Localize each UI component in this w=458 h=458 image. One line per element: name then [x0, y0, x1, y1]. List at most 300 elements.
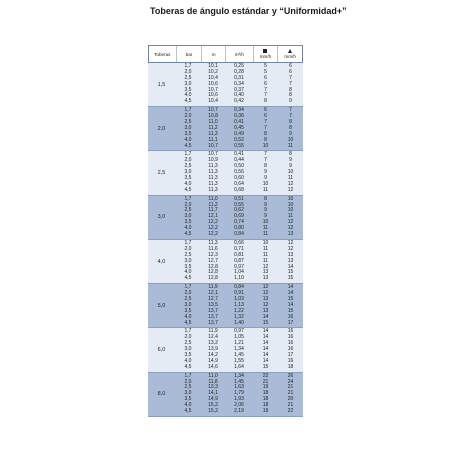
triangle-rate-cell: 11 [287, 213, 294, 220]
triangle-rate-cell: 22 [287, 407, 294, 414]
bar-cell: 4,5 [184, 142, 192, 149]
square-rate-cell: 6 [264, 107, 267, 114]
bar-cell: 3,5 [184, 351, 192, 358]
triangle-rate-cell: 14 [287, 263, 294, 270]
square-rate-cell: 9 [264, 201, 267, 208]
m-cell: 10,7 [208, 142, 218, 149]
table-header [148, 45, 303, 63]
m-cell: 10,9 [208, 157, 218, 164]
flow-cell: 0,62 [234, 207, 244, 214]
m-cell: 10,6 [208, 92, 218, 99]
m-cell: 12,8 [208, 269, 218, 276]
nozzle-group [148, 196, 303, 240]
bar-cell: 3,0 [184, 346, 192, 353]
m-cell: 11,0 [208, 195, 218, 202]
bar-cell: 3,0 [184, 169, 192, 176]
header-square-spacing [253, 46, 278, 62]
table-row [175, 188, 303, 194]
triangle-rate-cell: 8 [289, 92, 292, 99]
triangle-rate-cell: 9 [289, 157, 292, 164]
flow-cell: 0,97 [234, 328, 244, 335]
bar-cell: 2,5 [184, 251, 192, 258]
flow-cell: 0,84 [234, 231, 244, 238]
m-cell: 11,2 [208, 201, 218, 208]
triangle-rate-cell: 10 [287, 195, 294, 202]
m-cell: 13,5 [208, 301, 218, 308]
m-cell: 12,7 [208, 257, 218, 264]
triangle-rate-cell: 26 [287, 372, 294, 379]
m-cell: 11,2 [208, 124, 218, 131]
square-rate-cell: 11 [262, 251, 269, 258]
bar-cell: 3,0 [184, 124, 192, 131]
flow-cell: 1,34 [234, 372, 244, 379]
m-cell: 11,3 [208, 130, 218, 137]
flow-cell: 2,06 [234, 402, 244, 409]
m-cell: 10,1 [208, 63, 218, 69]
m-cell: 12,2 [208, 231, 218, 238]
bar-cell: 1,7 [184, 284, 192, 291]
bar-cell: 2,5 [184, 295, 192, 302]
square-rate-cell: 8 [264, 136, 267, 143]
triangle-rate-cell: 15 [287, 307, 294, 314]
bar-cell: 4,0 [184, 269, 192, 276]
m-cell: 11,3 [208, 186, 218, 193]
triangle-rate-cell: 15 [287, 295, 294, 302]
bar-cell: 4,0 [184, 313, 192, 320]
square-rate-cell: 5 [264, 68, 267, 75]
m-cell: 11,3 [208, 180, 218, 187]
m-cell: 11,3 [208, 163, 218, 170]
flow-cell: 0,66 [234, 239, 244, 246]
bar-cell: 4,5 [184, 319, 192, 326]
triangle-rate-cell: 12 [287, 180, 294, 187]
table-row [175, 144, 303, 150]
bar-cell: 3,5 [184, 175, 192, 182]
flow-cell: 1,32 [234, 313, 244, 320]
table-row [175, 99, 303, 105]
triangle-rate-cell: 14 [287, 284, 294, 291]
square-rate-cell: 10 [262, 219, 269, 226]
m-cell: 13,3 [208, 384, 218, 391]
flow-cell: 0,45 [234, 124, 244, 131]
flow-cell: 0,52 [234, 136, 244, 143]
nozzle-size-label: 1,5 [157, 81, 166, 88]
flow-cell: 0,80 [234, 225, 244, 232]
bar-cell: 3,5 [184, 219, 192, 226]
nozzle-group [148, 151, 303, 195]
triangle-rate-cell: 16 [287, 357, 294, 364]
m-cell: 10,2 [208, 68, 218, 75]
square-rate-cell: 8 [264, 98, 267, 105]
flow-cell: 0,41 [234, 119, 244, 126]
m-cell: 14,6 [208, 363, 218, 370]
m-cell: 10,4 [208, 98, 218, 105]
flow-cell: 0,28 [234, 68, 244, 75]
flow-cell: 0,34 [234, 107, 244, 114]
triangle-rate-cell: 16 [287, 340, 294, 347]
square-rate-cell: 14 [262, 351, 269, 358]
flow-cell: 1,45 [234, 378, 244, 385]
m-cell: 15,2 [208, 407, 218, 414]
square-rate-cell: 12 [262, 290, 269, 297]
bar-cell: 2,5 [184, 74, 192, 81]
triangle-rate-cell: 21 [287, 402, 294, 409]
m-cell: 13,9 [208, 346, 218, 353]
header-toberas [149, 46, 176, 62]
square-rate-cell: 6 [264, 113, 267, 120]
triangle-rate-cell: 16 [287, 334, 294, 341]
m-cell: 12,2 [208, 225, 218, 232]
flow-cell: 0,41 [234, 151, 244, 158]
square-rate-cell: 10 [262, 239, 269, 246]
square-rate-cell: 7 [264, 119, 267, 126]
square-rate-cell: 7 [264, 124, 267, 131]
header-square-unit: mm/h [259, 54, 272, 59]
bar-cell: 3,0 [184, 257, 192, 264]
m-cell: 12,8 [208, 275, 218, 282]
square-rate-cell: 7 [264, 157, 267, 164]
triangle-rate-cell: 15 [287, 269, 294, 276]
bar-cell: 1,7 [184, 63, 192, 69]
triangle-rate-cell: 11 [287, 142, 294, 149]
nozzle-size-label: 3,0 [157, 214, 166, 221]
square-rate-cell: 9 [264, 213, 267, 220]
bar-cell: 2,0 [184, 68, 192, 75]
bar-cell: 1,7 [184, 239, 192, 246]
header-m-label: m [211, 51, 216, 57]
m-cell: 11,0 [208, 119, 218, 126]
triangle-rate-cell: 12 [287, 245, 294, 252]
square-rate-cell: 13 [262, 295, 269, 302]
nozzle-group [148, 63, 303, 107]
bar-cell: 3,0 [184, 80, 192, 87]
square-rate-cell: 14 [262, 328, 269, 335]
m-cell: 10,7 [208, 107, 218, 114]
bar-cell: 2,0 [184, 113, 192, 120]
square-rate-cell: 19 [262, 407, 269, 414]
m-cell: 11,0 [208, 372, 218, 379]
square-rate-cell: 12 [262, 263, 269, 270]
table-row [175, 232, 303, 238]
triangle-rate-cell: 13 [287, 251, 294, 258]
m-cell: 11,1 [208, 136, 218, 143]
m-cell: 10,8 [208, 113, 218, 120]
flow-cell: 0,34 [234, 80, 244, 87]
header-toberas-label: Toberas [154, 51, 171, 57]
square-rate-cell: 14 [262, 334, 269, 341]
bar-cell: 4,0 [184, 225, 192, 232]
bar-cell: 2,0 [184, 201, 192, 208]
bar-cell: 2,0 [184, 334, 192, 341]
bar-cell: 2,0 [184, 290, 192, 297]
triangle-rate-cell: 16 [287, 346, 294, 353]
square-rate-cell: 6 [264, 80, 267, 87]
nozzle-group [148, 240, 303, 284]
flow-cell: 1,34 [234, 346, 244, 353]
flow-cell: 0,49 [234, 130, 244, 137]
bar-cell: 3,5 [184, 263, 192, 270]
square-rate-cell: 18 [262, 396, 269, 403]
square-rate-cell: 7 [264, 86, 267, 93]
square-rate-cell: 14 [262, 340, 269, 347]
nozzle-size-label: 4,0 [157, 258, 166, 265]
square-icon [263, 49, 267, 53]
square-rate-cell: 21 [262, 378, 269, 385]
flow-cell: 0,44 [234, 157, 244, 164]
triangle-rate-cell: 7 [289, 107, 292, 114]
triangle-rate-cell: 21 [287, 390, 294, 397]
nozzle-table [148, 45, 303, 417]
square-rate-cell: 12 [262, 301, 269, 308]
triangle-rate-cell: 14 [287, 301, 294, 308]
table-row [175, 409, 303, 415]
triangle-rate-cell: 16 [287, 313, 294, 320]
flow-cell: 0,84 [234, 284, 244, 291]
square-rate-cell: 10 [262, 142, 269, 149]
bar-cell: 2,5 [184, 163, 192, 170]
nozzle-group [148, 284, 303, 328]
square-rate-cell: 8 [264, 130, 267, 137]
nozzle-size-label: 6,0 [157, 347, 166, 354]
table-row [175, 321, 303, 327]
m-cell: 13,7 [208, 313, 218, 320]
square-rate-cell: 11 [262, 225, 269, 232]
flow-cell: 0,42 [234, 98, 244, 105]
bar-cell: 2,5 [184, 384, 192, 391]
bar-cell: 3,5 [184, 396, 192, 403]
bar-cell: 4,0 [184, 136, 192, 143]
bar-cell: 3,5 [184, 130, 192, 137]
m-cell: 10,7 [208, 86, 218, 93]
flow-cell: 0,50 [234, 163, 244, 170]
bar-cell: 4,5 [184, 98, 192, 105]
nozzle-group [148, 328, 303, 372]
flow-cell: 1,93 [234, 396, 244, 403]
flow-cell: 1,55 [234, 357, 244, 364]
triangle-rate-cell: 10 [287, 169, 294, 176]
bar-cell: 3,0 [184, 301, 192, 308]
triangle-rate-cell: 17 [287, 319, 294, 326]
square-rate-cell: 9 [264, 169, 267, 176]
square-rate-cell: 10 [262, 180, 269, 187]
m-cell: 10,6 [208, 80, 218, 87]
square-rate-cell: 18 [262, 402, 269, 409]
flow-cell: 0,87 [234, 257, 244, 264]
header-flow [225, 46, 253, 62]
triangle-rate-cell: 14 [287, 290, 294, 297]
triangle-rate-cell: 7 [289, 80, 292, 87]
m-cell: 14,9 [208, 396, 218, 403]
nozzle-size-label: 5,0 [157, 302, 166, 309]
square-rate-cell: 13 [262, 307, 269, 314]
nozzle-size-label: 2,5 [157, 170, 166, 177]
m-cell: 11,9 [208, 328, 218, 335]
square-rate-cell: 14 [262, 357, 269, 364]
header-bar [176, 46, 202, 62]
header-triangle-unit: mm/h [284, 54, 296, 59]
m-cell: 10,7 [208, 151, 218, 158]
table-row [175, 276, 303, 282]
flow-cell: 0,40 [234, 92, 244, 99]
triangle-rate-cell: 20 [287, 396, 294, 403]
m-cell: 14,2 [208, 351, 218, 358]
triangle-rate-cell: 8 [289, 124, 292, 131]
bar-cell: 4,5 [184, 231, 192, 238]
bar-cell: 2,5 [184, 207, 192, 214]
triangle-rate-cell: 8 [289, 119, 292, 126]
m-cell: 10,4 [208, 74, 218, 81]
bar-cell: 4,0 [184, 402, 192, 409]
triangle-rate-cell: 12 [287, 239, 294, 246]
m-cell: 12,4 [208, 334, 218, 341]
header-flow-label: m³/h [234, 51, 244, 57]
flow-cell: 0,37 [234, 86, 244, 93]
m-cell: 11,3 [208, 239, 218, 246]
flow-cell: 1,04 [234, 269, 244, 276]
bar-cell: 4,5 [184, 363, 192, 370]
square-rate-cell: 11 [262, 186, 269, 193]
m-cell: 13,7 [208, 307, 218, 314]
flow-cell: 1,05 [234, 334, 244, 341]
bar-cell: 3,5 [184, 86, 192, 93]
nozzle-group [148, 107, 303, 151]
header-bar-label: bar [185, 51, 193, 57]
flow-cell: 1,79 [234, 390, 244, 397]
m-cell: 12,3 [208, 251, 218, 258]
triangle-rate-cell: 10 [287, 136, 294, 143]
triangle-rate-cell: 16 [287, 328, 294, 335]
m-cell: 11,3 [208, 175, 218, 182]
m-cell: 13,7 [208, 319, 218, 326]
page-title: Toberas de ángulo estándar y “Uniformidad+” [150, 6, 347, 16]
m-cell: 11,3 [208, 169, 218, 176]
bar-cell: 2,0 [184, 157, 192, 164]
square-rate-cell: 6 [264, 74, 267, 81]
bar-cell: 1,7 [184, 372, 192, 379]
square-rate-cell: 15 [262, 319, 269, 326]
triangle-rate-cell: 11 [287, 175, 294, 182]
flow-cell: 1,40 [234, 319, 244, 326]
bar-cell: 4,0 [184, 357, 192, 364]
bar-cell: 3,0 [184, 213, 192, 220]
flow-cell: 0,60 [234, 175, 244, 182]
m-cell: 12,1 [208, 213, 218, 220]
triangle-rate-cell: 10 [287, 201, 294, 208]
triangle-rate-cell: 18 [287, 363, 294, 370]
bar-cell: 2,5 [184, 119, 192, 126]
bar-cell: 4,5 [184, 407, 192, 414]
square-rate-cell: 13 [262, 269, 269, 276]
m-cell: 11,7 [208, 207, 218, 214]
bar-cell: 4,0 [184, 92, 192, 99]
square-rate-cell: 7 [264, 151, 267, 158]
bar-cell: 2,0 [184, 245, 192, 252]
m-cell: 13,2 [208, 340, 218, 347]
bar-cell: 2,5 [184, 340, 192, 347]
flow-cell: 0,51 [234, 195, 244, 202]
flow-cell: 0,74 [234, 219, 244, 226]
square-rate-cell: 18 [262, 390, 269, 397]
bar-cell: 1,7 [184, 151, 192, 158]
flow-cell: 1,63 [234, 384, 244, 391]
flow-cell: 1,03 [234, 295, 244, 302]
bar-cell: 4,5 [184, 275, 192, 282]
bar-cell: 4,5 [184, 186, 192, 193]
square-rate-cell: 11 [262, 231, 269, 238]
m-cell: 11,6 [208, 245, 218, 252]
bar-cell: 4,0 [184, 180, 192, 187]
triangle-rate-cell: 8 [289, 151, 292, 158]
triangle-rate-cell: 13 [287, 257, 294, 264]
triangle-rate-cell: 6 [289, 63, 292, 69]
square-rate-cell: 9 [264, 175, 267, 182]
m-cell: 11,9 [208, 284, 218, 291]
triangle-rate-cell: 9 [289, 163, 292, 170]
flow-cell: 0,97 [234, 263, 244, 270]
flow-cell: 1,22 [234, 307, 244, 314]
flow-cell: 0,69 [234, 213, 244, 220]
square-rate-cell: 11 [262, 257, 269, 264]
triangle-rate-cell: 21 [287, 384, 294, 391]
triangle-rate-cell: 7 [289, 113, 292, 120]
bar-cell: 3,5 [184, 307, 192, 314]
triangle-rate-cell: 12 [287, 219, 294, 226]
table-body [148, 63, 303, 417]
m-cell: 11,8 [208, 378, 218, 385]
square-rate-cell: 19 [262, 384, 269, 391]
m-cell: 14,9 [208, 357, 218, 364]
flow-cell: 1,10 [234, 275, 244, 282]
flow-cell: 0,64 [234, 180, 244, 187]
square-rate-cell: 22 [262, 372, 269, 379]
m-cell: 12,7 [208, 295, 218, 302]
nozzle-group [148, 373, 303, 417]
flow-cell: 0,25 [234, 63, 244, 69]
triangle-rate-cell: 12 [287, 225, 294, 232]
triangle-icon [288, 49, 292, 53]
flow-cell: 0,81 [234, 251, 244, 258]
bar-cell: 1,7 [184, 107, 192, 114]
flow-cell: 0,56 [234, 169, 244, 176]
m-cell: 12,2 [208, 219, 218, 226]
flow-cell: 0,68 [234, 186, 244, 193]
square-rate-cell: 8 [264, 195, 267, 202]
flow-cell: 0,55 [234, 142, 244, 149]
bar-cell: 1,7 [184, 195, 192, 202]
bar-cell: 1,7 [184, 328, 192, 335]
triangle-rate-cell: 12 [287, 186, 294, 193]
triangle-rate-cell: 9 [289, 98, 292, 105]
triangle-rate-cell: 15 [287, 275, 294, 282]
square-rate-cell: 11 [262, 245, 269, 252]
triangle-rate-cell: 10 [287, 207, 294, 214]
square-rate-cell: 12 [262, 284, 269, 291]
m-cell: 15,2 [208, 402, 218, 409]
flow-cell: 0,31 [234, 74, 244, 81]
flow-cell: 0,91 [234, 290, 244, 297]
flow-cell: 1,21 [234, 340, 244, 347]
triangle-rate-cell: 6 [289, 68, 292, 75]
bar-cell: 2,0 [184, 378, 192, 385]
m-cell: 14,1 [208, 390, 218, 397]
square-rate-cell: 5 [264, 63, 267, 69]
flow-cell: 1,13 [234, 301, 244, 308]
triangle-rate-cell: 13 [287, 231, 294, 238]
header-triangle-spacing [277, 46, 302, 62]
header-m [201, 46, 225, 62]
m-cell: 12,1 [208, 290, 218, 297]
bar-cell: 3,0 [184, 390, 192, 397]
